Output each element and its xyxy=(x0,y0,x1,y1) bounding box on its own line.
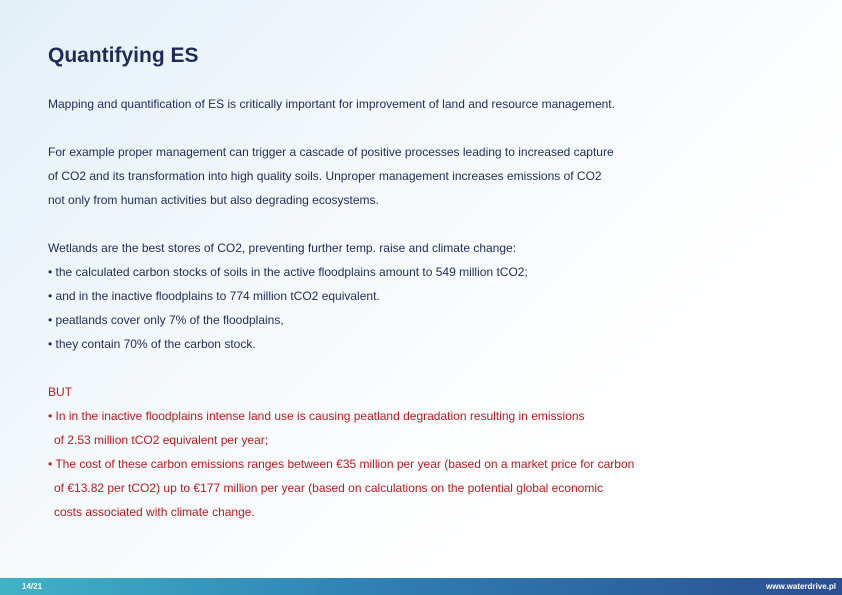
slide-title: Quantifying ES xyxy=(48,44,199,67)
wetlands-heading: Wetlands are the best stores of CO2, preventing further temp. raise and climate change: xyxy=(48,241,517,255)
intro-text: Mapping and quantification of ES is critically important for improvement of land and resource management. xyxy=(48,97,615,111)
website-link[interactable]: www.waterdrive.pl xyxy=(766,582,836,591)
but-label: BUT xyxy=(48,385,72,399)
example-line: not only from human activities but also degrading ecosystems. xyxy=(48,193,379,207)
wetlands-bullet: • the calculated carbon stocks of soils in the active floodplains amount to 549 million tCO2; xyxy=(48,265,528,279)
wetlands-bullet: • and in the inactive floodplains to 774 million tCO2 equivalent. xyxy=(48,289,380,303)
slide-body xyxy=(48,92,808,524)
but-bullet: • The cost of these carbon emissions ranges between €35 million per year (based on a market price for carbon xyxy=(48,457,635,471)
spacer xyxy=(48,356,808,380)
spacer xyxy=(48,212,808,236)
spacer xyxy=(48,116,808,140)
footer-bar xyxy=(0,578,842,595)
but-bullet-continued: costs associated with climate change. xyxy=(54,505,255,519)
wetlands-bullet: • they contain 70% of the carbon stock. xyxy=(48,337,256,351)
wetlands-bullet: • peatlands cover only 7% of the floodplains, xyxy=(48,313,284,327)
example-line: For example proper management can trigger a cascade of positive processes leading to increased capture xyxy=(48,145,614,159)
example-line: of CO2 and its transformation into high quality soils. Unproper management increases emissions of CO2 xyxy=(48,169,602,183)
but-bullet-continued: of €13.82 per tCO2) up to €177 million per year (based on calculations on the potential global economic xyxy=(54,481,604,495)
but-bullet: • In in the inactive floodplains intense land use is causing peatland degradation resulting in emissions xyxy=(48,409,585,423)
but-bullet-continued: of 2.53 million tCO2 equivalent per year; xyxy=(54,433,269,447)
page-number: 14/21 xyxy=(22,582,43,591)
